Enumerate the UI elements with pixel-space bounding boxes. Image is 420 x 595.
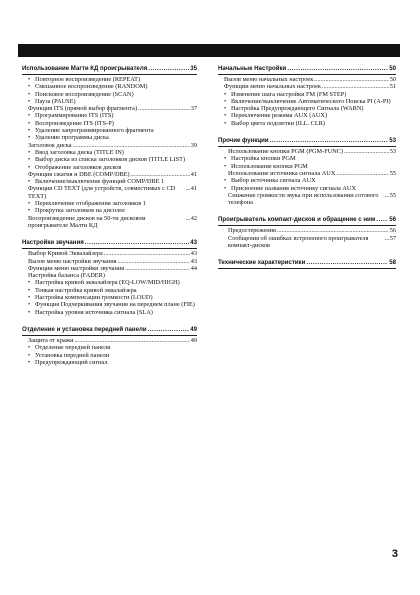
entry-text: Функция CD TEXT (для устройств, совместимых с CD TEXT): [28, 185, 176, 200]
entry-page-number: 41: [190, 170, 197, 178]
toc-entry: [218, 76, 396, 83]
entry-text: • Использование кнопки PGM: [231, 162, 308, 170]
entry-text: • Настройка кривой эквалайзера (EQ-LOW/MID/HIGH): [35, 279, 180, 287]
entry-text: Функции меню начальных настроек: [224, 83, 321, 91]
section-title: Прочие функции: [218, 137, 269, 145]
toc-entry: [22, 287, 197, 294]
dot-leader: [73, 142, 190, 149]
dot-leader: [104, 250, 190, 257]
section-page-number: 35: [190, 65, 197, 72]
entry-text: • Воспроизведение ITS (ITS-P): [35, 119, 114, 127]
toc-entry: [22, 207, 197, 214]
toc-entry: [218, 185, 396, 192]
entry-text: • Смешанное воспроизведение (RANDOM): [35, 83, 148, 91]
entry-page-number: 39: [190, 141, 197, 149]
toc-entry: [218, 91, 396, 98]
entry-page-number: 43: [190, 257, 197, 265]
dot-leader: [131, 171, 190, 178]
toc-entry: [22, 344, 197, 351]
entry-text: • Пауза (PAUSE): [35, 97, 76, 105]
entry-page-number: 55: [389, 191, 396, 199]
entry-text: • Настройка Предупреждающего Сигнала (WARN): [231, 105, 364, 113]
dot-leader: [186, 215, 190, 222]
toc-entry: [22, 76, 197, 83]
toc-entry: [22, 171, 197, 178]
entry-text: • Изменение шага настройки FM (FM STEP): [231, 90, 347, 98]
section-title: Начальные Настройки: [218, 65, 287, 72]
toc-entry: [22, 112, 197, 119]
entry-text: Настройка баланса (FADER): [28, 272, 105, 280]
toc-entry: [22, 258, 197, 265]
section-heading: [22, 239, 197, 249]
entry-text: • Отделение передней панели: [35, 344, 111, 352]
toc-entry: [22, 250, 197, 257]
toc-entry: [22, 142, 197, 149]
toc-entry: [22, 200, 197, 207]
dot-leader: [74, 337, 189, 344]
entry-text: Использование источника сигнала AUX: [228, 169, 336, 177]
toc-entry: [218, 227, 396, 234]
dot-leader: [314, 76, 388, 83]
toc-section: [22, 326, 197, 366]
toc-entry: [22, 294, 197, 301]
entry-page-number: 50: [389, 76, 396, 83]
toc-entry: [22, 164, 197, 171]
dot-leader: [148, 65, 189, 73]
dot-leader: [270, 137, 389, 145]
entry-page-number: 49: [190, 336, 197, 344]
toc-entry: [218, 105, 396, 112]
entry-page-number: 44: [190, 264, 197, 272]
section-page-number: 43: [190, 239, 197, 247]
entry-page-number: 55: [389, 169, 396, 177]
entry-page-number: 53: [389, 148, 396, 156]
toc-entry: [218, 148, 396, 155]
dot-leader: [138, 105, 190, 112]
entry-text: Вызов меню начальных настроек: [224, 76, 314, 83]
entry-text: • Присвоение названия источнику сигнала AUX: [231, 184, 357, 192]
entry-text: Функции меню настройки звучания: [28, 264, 125, 272]
section-heading: [218, 216, 396, 226]
toc-entry: [22, 309, 197, 316]
entry-text: • Переключение отображения заголовков 1: [35, 200, 146, 208]
dot-leader: [186, 185, 190, 192]
entry-text: Снижение громкости звука при использовании сотового телефона: [228, 191, 379, 207]
entry-text: Выбор Кривой Эквалайзера: [28, 250, 103, 258]
section-title: Использование Магти КД проигрывателя: [22, 65, 148, 72]
page-number: 3: [391, 548, 398, 560]
section-heading: [218, 65, 396, 75]
dot-leader: [125, 265, 190, 272]
entry-text: • Выбор цвета подсветки (ILL. CLR): [231, 119, 326, 127]
toc-entry: [22, 337, 197, 344]
toc-entry: [22, 301, 197, 308]
section-page-number: 53: [389, 137, 396, 145]
section-title: Проигрыватель компакт-дисков и обращение с ним: [218, 216, 376, 224]
entry-page-number: 56: [389, 227, 396, 235]
dot-leader: [148, 326, 190, 334]
entry-text: • Выбор источника сигнала AUX: [231, 177, 316, 185]
toc-entry: [22, 105, 197, 112]
dot-leader: [376, 216, 388, 224]
toc-entry: [22, 272, 197, 279]
toc-section: [218, 65, 396, 127]
toc-section: [218, 216, 396, 249]
section-title: Настройки звучания: [22, 239, 84, 247]
toc-entry: [22, 127, 197, 134]
entry-text: Функция ITS (прямой выбор фрагмента): [28, 105, 138, 113]
toc-entry: [22, 149, 197, 156]
dot-leader: [306, 259, 388, 267]
entry-text: • Ввод заголовка диска (TITLE IN): [35, 148, 124, 156]
toc-entry: [218, 192, 396, 207]
entry-text: Предостережения: [228, 227, 276, 235]
entry-text: • Повторное воспроизведение (REPEAT): [35, 76, 141, 83]
toc-entry: [218, 83, 396, 90]
toc-entry: [22, 352, 197, 359]
toc-entry: [218, 170, 396, 177]
dot-leader: [385, 235, 389, 242]
section-heading: [22, 326, 197, 336]
entry-text: • Установка передней панели: [35, 351, 110, 359]
entry-text: • Функция Подчеркивания звучания на переднем плане (FIE): [35, 301, 195, 309]
entry-text: • Настройка компенсации громкости (LOUD): [35, 294, 153, 302]
dot-leader: [277, 227, 389, 234]
entry-text: • Поисковое воспроизведение (SCAN): [35, 90, 134, 98]
dot-leader: [336, 170, 388, 177]
dot-leader: [322, 83, 389, 90]
toc-entry: [218, 155, 396, 162]
toc-entry: [22, 359, 197, 366]
toc-entry: [22, 265, 197, 272]
entry-page-number: 41: [190, 185, 197, 193]
section-page-number: 49: [190, 325, 197, 333]
entry-text: • Включение/выключение функций COMP/DBE 1: [35, 178, 165, 186]
toc-entry: [22, 91, 197, 98]
toc-right-column: [218, 65, 396, 279]
entry-text: • Удаление запрограммированного фрагмента: [35, 127, 154, 135]
section-page-number: 56: [389, 216, 396, 224]
toc-entry: [22, 83, 197, 90]
entry-page-number: 57: [389, 234, 396, 242]
entry-text: Сообщения об ошибках встроенного проигрывателя компакт-дисков: [228, 234, 369, 250]
toc-entry: [218, 163, 396, 170]
section-page-number: 58: [389, 259, 396, 267]
toc-entry: [22, 215, 197, 230]
entry-page-number: 51: [389, 83, 396, 91]
dot-leader: [85, 239, 189, 247]
dot-leader: [344, 148, 389, 155]
toc-section: [22, 239, 197, 316]
entry-page-number: 37: [190, 105, 197, 113]
entry-text: Вызов меню настройки звучания: [28, 257, 117, 265]
toc-left-column: [22, 65, 197, 376]
entry-text: • Тонкая настройка кривой эквалайзера: [35, 286, 137, 294]
entry-text: • Включение/выключение Автоматического Поиска PI (A-PI): [231, 97, 391, 105]
entry-text: • Прокрутка заголовков на дисплее: [35, 207, 125, 215]
dot-leader: [385, 192, 389, 199]
entry-text: • Удаление программы диска: [35, 134, 109, 142]
toc-entry: [22, 185, 197, 200]
toc-entry: [22, 156, 197, 163]
entry-text: • Выбор диска из списка заголовков дисков (TITLE LIST): [35, 156, 186, 164]
dot-leader: [117, 258, 189, 265]
entry-text: • Переключение режима AUX (AUX): [231, 112, 328, 120]
section-heading: [22, 65, 197, 75]
entry-text: Заголовок диска: [28, 141, 72, 149]
section-title: Отделение и установка передней панели: [22, 325, 147, 333]
toc-entry: [22, 98, 197, 105]
entry-text: • Настройка уровня источника сигнала (SLA): [35, 308, 153, 316]
entry-text: • Программирование ITS (ITS): [35, 112, 114, 120]
toc-entry: [22, 279, 197, 286]
entry-text: • Настройка кнопки PGM: [231, 155, 296, 163]
entry-text: Функция сжатия и DBE (COMP/DBE): [28, 170, 130, 178]
entry-text: • Предупреждающий сигнал: [35, 358, 108, 366]
entry-text: • Отображение заголовков дисков: [35, 163, 122, 171]
toc-entry: [218, 120, 396, 127]
toc-section: [22, 65, 197, 229]
section-heading: [218, 259, 396, 269]
section-heading: [218, 137, 396, 147]
section-page-number: 50: [389, 65, 396, 72]
dot-leader: [287, 65, 388, 73]
toc-section: [218, 137, 396, 206]
toc-entry: [22, 120, 197, 127]
toc-entry: [218, 235, 396, 250]
toc-entry: [22, 178, 197, 185]
entry-text: Использование кнопки PGM (PGM-FUNC): [228, 148, 344, 156]
entry-text: Защита от кражи: [28, 336, 74, 344]
toc-entry: [218, 98, 396, 105]
section-title: Технические характеристики: [218, 259, 306, 267]
toc-entry: [218, 177, 396, 184]
entry-page-number: 43: [190, 250, 197, 258]
entry-page-number: 42: [190, 214, 197, 222]
toc-entry: [218, 112, 396, 119]
header-bar: [18, 44, 400, 57]
toc-entry: [22, 134, 197, 141]
toc-section: [218, 259, 396, 269]
entry-text: Воспроизведение дисков на 50-ти дисковом проигрывателе Малти КД: [28, 214, 146, 229]
